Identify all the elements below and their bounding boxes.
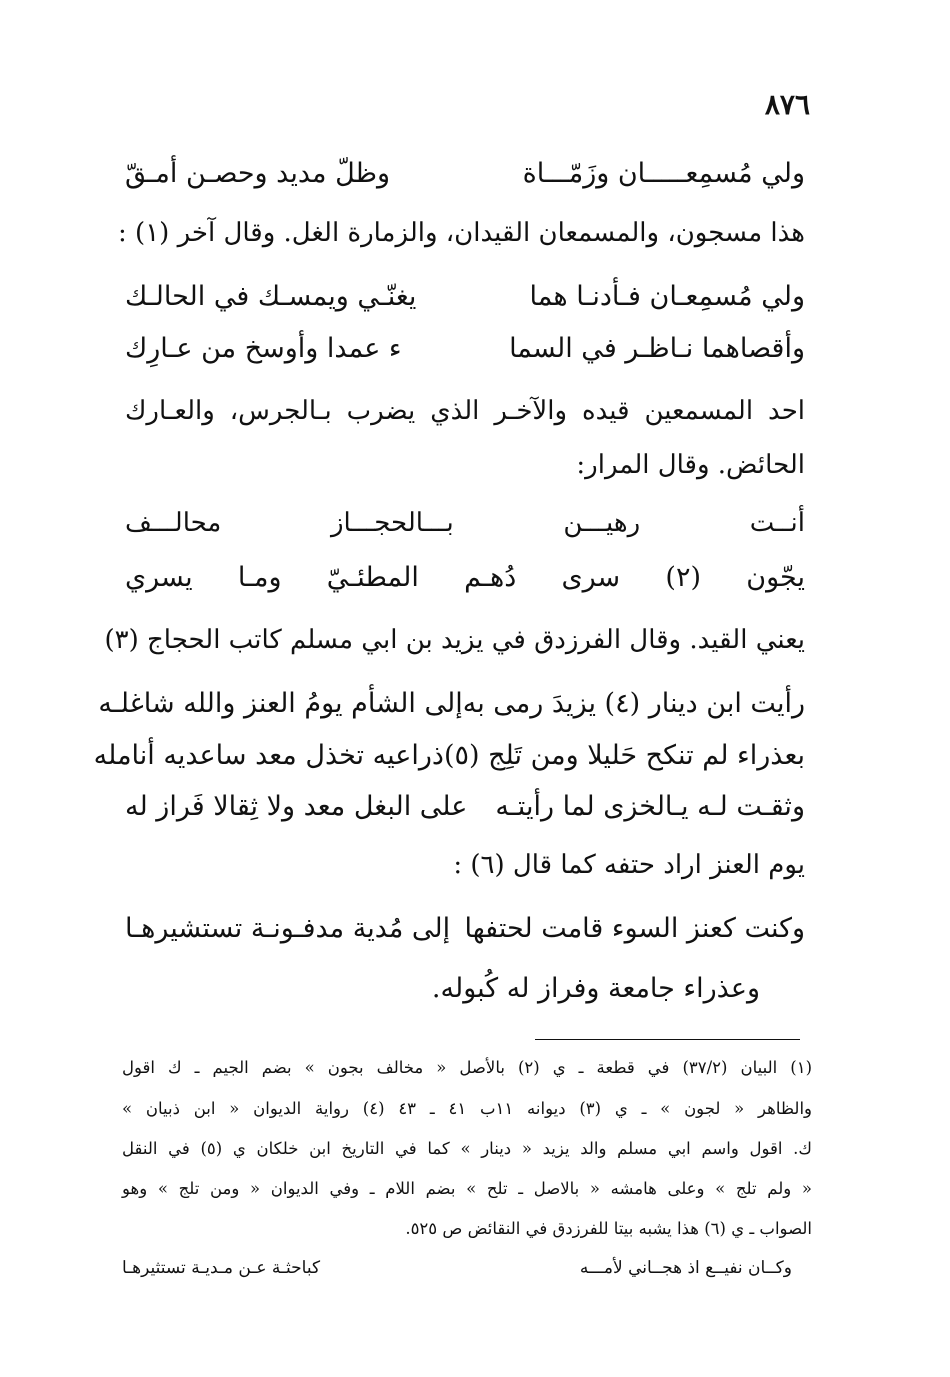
prose-line-1: هذا مسجون، والمسمعان القيدان، والزمارة الغل. وقال آخر (١) :: [118, 218, 805, 248]
verse-hemistich-right: وأقصاهما نـاظـر في السما: [509, 333, 805, 364]
prose-line-4: يعني القيد. وقال الفرزدق في يزيد بن ابي مسلم كاتب الحجاج (٣): [104, 625, 805, 655]
verse-hemistich-left: ء عمدا وأوسخ من عـارِك: [125, 333, 402, 364]
verse-line-1: [125, 160, 805, 187]
prose-line-5: يوم العنز اراد حتفه كما قال (٦) :: [453, 850, 805, 880]
verse-hemistich-left: إلى مُدية مدفـونـة تستشيرهـا: [125, 913, 451, 944]
footnote-verse-right: وكــان نفيــع اذ هجــاني لأمـــه: [579, 1258, 792, 1278]
footnote-line-2: والظاهر « لجون » ـ ي (٣) ديوانه ١١ب ٤١ ـ ٤٣ (٤) رواية الديوان « ابن ذبيان »: [122, 1099, 813, 1118]
footnote-line-1: (١) البيان (٣٧/٢) في قطعة ـ ي (٢) بالأصل « مخالف بجون » بضم الجيم ـ ك اقول: [122, 1058, 812, 1077]
verse-line-3: [125, 335, 805, 362]
verse-hemistich-left: ذراعيه تخذل معد ساعديه أنامله: [93, 740, 444, 771]
prose-line-3: الحائض. وقال المرار:: [576, 450, 805, 480]
verse-hemistich-right: وكنت كعنز السوء قامت لحتفها: [464, 913, 805, 944]
footnote-verse-left: كباحثـة عـن مـديـة تستثيرهـا: [122, 1258, 321, 1278]
footnote-separator: [535, 1039, 800, 1040]
footnote-line-5: الصواب ـ ي (٦) هذا يشبه بيتا للفرزدق في النقائض ص ٥٢٥.: [405, 1219, 812, 1238]
footnote-line-3: ك. اقول واسم ابي مسلم والد يزيد « دينار » كما في التاريخ ابن خلكان ي (٥) في النقل: [122, 1139, 812, 1158]
prose-line-2: احد المسمعين قيده والآخـر الذي يضرب بـالجرس، والعـارك: [125, 396, 805, 426]
verse-hemistich-left: على البغل معد ولا ثِقالا فَراز له: [125, 791, 468, 822]
verse-hemistich-right: ولي مُسمِعـــــان وزَمّـــاة: [522, 158, 805, 189]
verse-hemistich-right: بعذراء لم تنكح حَليلا ومن تَلِج (٥): [443, 740, 805, 771]
verse-line-9: وعذراء جامعة وفراز له كُبوله.: [431, 973, 760, 1004]
verse-line-8: [125, 915, 805, 942]
verse-line-6: [93, 740, 805, 771]
page-number: ٨٧٦: [764, 88, 810, 121]
verse-hemistich-right: رأيت ابن دينار (٤) يزيدَ رمى به: [462, 688, 805, 719]
verse-hemistich-left: إلى الشأم يومُ العنز والله شاغلـه: [98, 688, 463, 719]
verse-line-2: [125, 283, 805, 310]
footnote-verse: [122, 1260, 812, 1277]
verse-line-7: [125, 793, 805, 820]
footnote-line-4: « ولم تلج » وعلى هامشه « بالاصل ـ تلح » بضم اللام ـ وفي الديوان « ومن تلج » وهو: [122, 1179, 812, 1198]
verse-hemistich-right: وثقـت لـه يـالخزى لما رأيتـه: [495, 791, 805, 822]
verse-line-4-second: يجّون (٢) سرى دُهـم المطئـيّ ومـا يسري: [125, 562, 805, 593]
verse-hemistich-right: ولي مُسمِعـان فـأدنـا هما: [529, 281, 805, 312]
verse-line-5: [98, 688, 805, 719]
verse-hemistich-left: يغنّـي ويمسـك في الحالـك: [125, 281, 417, 312]
verse-hemistich-left: وظلّ مديد وحصـن أمـقّ: [125, 158, 391, 189]
verse-line-4-first: أنــت رهيـــن بـــالحجـــاز محالـــف: [125, 508, 805, 538]
